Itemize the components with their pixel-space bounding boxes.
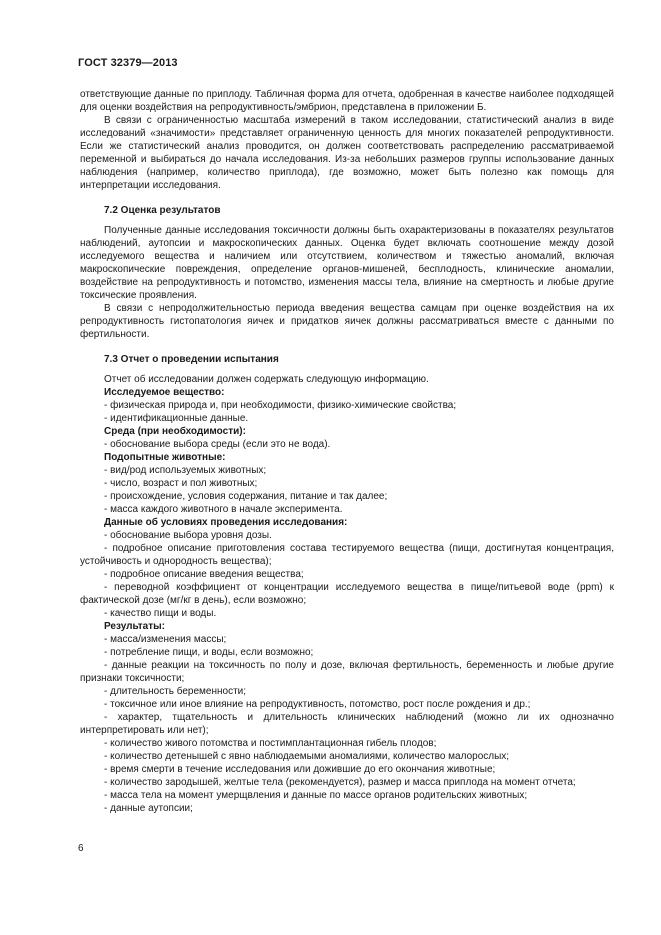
section-7-2-heading: 7.2 Оценка результатов	[104, 205, 221, 216]
document-header: ГОСТ 32379—2013	[78, 57, 178, 69]
list-item: - происхождение, условия содержания, питание и так далее;	[104, 491, 388, 502]
list-item: - качество пищи и воды.	[104, 608, 217, 619]
list-item: - количество живого потомства и постимплантационная гибель плодов;	[104, 738, 437, 749]
list-item: - физическая природа и, при необходимости, физико-химические свойства;	[104, 400, 457, 411]
list-item: - данные реакции на токсичность по полу и дозе, включая фертильность, беременность и любые другие признаки токсичности;	[80, 660, 614, 684]
group-title: Исследуемое вещество:	[104, 387, 225, 398]
group-title: Данные об условиях проведения исследования:	[104, 517, 348, 528]
group-title: Подопытные животные:	[104, 452, 226, 463]
list-item: - масса/изменения массы;	[104, 634, 227, 645]
group-title: Результаты:	[104, 621, 165, 632]
document-body	[80, 88, 614, 815]
list-item: - потребление пищи, и воды, если возможно;	[104, 647, 314, 658]
list-item: - обоснование выбора уровня дозы.	[104, 530, 272, 541]
list-item: - масса каждого животного в начале эксперимента.	[104, 504, 343, 515]
section-7-3-heading: 7.3 Отчет о проведении испытания	[104, 354, 279, 365]
list-item: - длительность беременности;	[104, 686, 247, 697]
list-item: - характер, тщательность и длительность клинических наблюдений (можно ли их однозначно интерпретировать или нет);	[80, 712, 614, 736]
section-7-2-paragraph-2: В связи с непродолжительностью периода введения вещества самцам при оценке воздействия на их репродуктивность гистопатология яичек и придатков яичек должны рассматриваться вместе с данными по фертильности.	[80, 303, 614, 340]
list-item: - токсичное или иное влияние на репродуктивность, потомство, рост после рождения и др.;	[104, 699, 531, 710]
list-item: - вид/род используемых животных;	[104, 465, 267, 476]
list-item: - подробное описание введения вещества;	[104, 569, 304, 580]
group-title: Среда (при необходимости):	[104, 426, 246, 437]
intro-paragraph-2: В связи с ограниченностью масштаба измерений в таком исследовании, статистический анализ в виде исследований «значимости» представляет ограниченную ценность для многих показателей репродуктивности. Если же статистический анализ проводится, он должен соответствовать распределению рассматриваемой переменной и выбираться до начала исследования. Из-за небольших размеров группы использование данных наблюдения (например, количество приплода), где возможно, может быть полезно как помощь для интерпретации исследования.	[80, 115, 614, 191]
list-item: - количество зародышей, желтые тела (рекомендуется), размер и масса приплода на момент отчета;	[104, 777, 576, 788]
intro-paragraph-1: ответствующие данные по приплоду. Табличная форма для отчета, одобренная в качестве наиболее подходящей для оценки воздействия на репродуктивность/эмбрион, представлена в приложении Б.	[80, 89, 614, 113]
list-item: - число, возраст и пол животных;	[104, 478, 258, 489]
list-item: - переводной коэффициент от концентрации исследуемого вещества в пище/питьевой воде (ppm) к фактической дозе (мг/кг в день), если возможно;	[80, 582, 614, 606]
section-7-2-paragraph-1: Полученные данные исследования токсичности должны быть охарактеризованы в показателях результатов наблюдений, аутопсии и макроскопических данных. Оценка будет включать соотношение между дозой исследуемого вещества и наличием или отсутствием, количеством и тяжестью аномалий, включая макроскопические повреждения, определение органов-мишеней, бесплодность, клинические аномалии, воздействие на репродуктивность и потомство, изменения массы тела, влияние на смертность и любые другие токсические проявления.	[80, 225, 614, 301]
list-item: - масса тела на момент умерщвления и данные по массе органов родительских животных;	[104, 790, 528, 801]
list-item: - время смерти в течение исследования или дожившие до его окончания животные;	[104, 764, 496, 775]
list-item: - идентификационные данные.	[104, 413, 249, 424]
list-item: - количество детенышей с явно наблюдаемыми аномалиями, количество малорослых;	[104, 751, 510, 762]
page-number: 6	[78, 843, 84, 854]
section-7-3-intro: Отчет об исследовании должен содержать следующую информацию.	[104, 374, 429, 385]
list-item: - данные аутопсии;	[104, 803, 193, 814]
list-item: - подробное описание приготовления состава тестируемого вещества (пищи, достигнутая концентрация, устойчивость и однородность вещества);	[80, 543, 614, 567]
report-requirements-list	[80, 386, 614, 815]
list-item: - обоснование выбора среды (если это не вода).	[104, 439, 331, 450]
